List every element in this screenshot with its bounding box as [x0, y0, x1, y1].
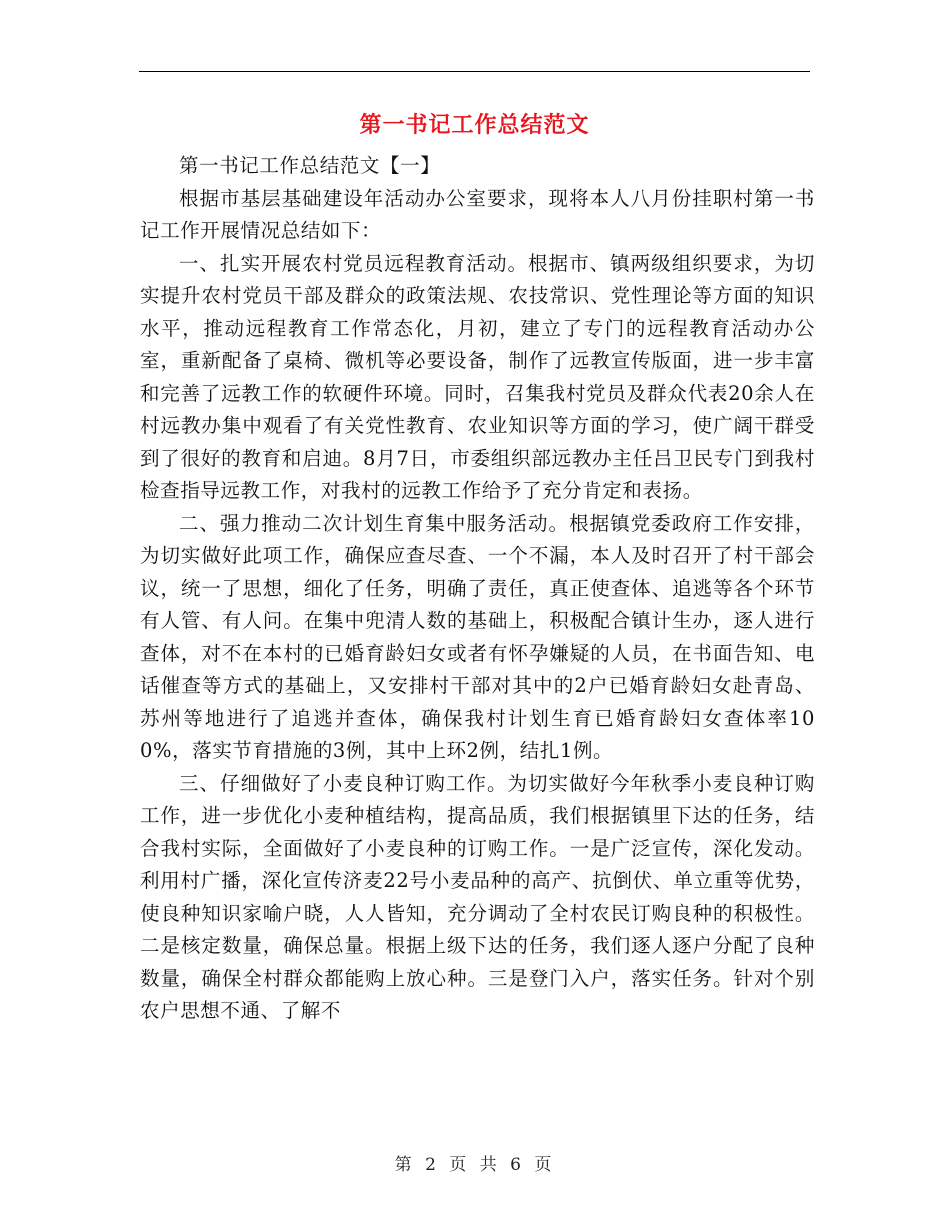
- header-rule: [139, 71, 810, 72]
- paragraph-wheat-seed: 三、仔细做好了小麦良种订购工作。为切实做好今年秋季小麦良种订购工作，进一步优化小麦种植结构，提高品质，我们根据镇里下达的任务，结合我村实际，全面做好了小麦良种的订购工作。一是广泛宣传，深化发动。利用村广播，深化宣传济麦22号小麦品种的高产、抗倒伏、单立重等优势，使良种知识家喻户晓，人人皆知，充分调动了全村农民订购良种的积极性。二是核定数量，确保总量。根据上级下达的任务，我们逐人逐户分配了良种数量，确保全村群众都能购上放心种。三是登门入户，落实任务。针对个别农户思想不通、了解不: [140, 771, 815, 1022]
- document-body: [140, 150, 815, 1028]
- page-number: 第 2 页 共 6 页: [394, 1155, 556, 1175]
- paragraph-family-planning: 二、强力推动二次计划生育集中服务活动。根据镇党委政府工作安排，为切实做好此项工作，确保应查尽查、一个不漏，本人及时召开了村干部会议，统一了思想，细化了任务，明确了责任，真正使查体、追逃等各个环节有人管、有人问。在集中兜清人数的基础上，积极配合镇计生办，逐人进行查体，对不在本村的已婚育龄妇女或者有怀孕嫌疑的人员，在书面告知、电话催查等方式的基础上，又安排村干部对其中的2户已婚育龄妇女赴青岛、苏州等地进行了追逃并查体，确保我村计划生育已婚育龄妇女查体率100%，落实节育措施的3例，其中上环2例，结扎1例。: [140, 511, 815, 762]
- section-heading: 第一书记工作总结范文【一】: [179, 154, 441, 177]
- paragraph-remote-education: 一、扎实开展农村党员远程教育活动。根据市、镇两级组织要求，为切实提升农村党员干部及群众的政策法规、农技常识、党性理论等方面的知识水平，推动远程教育工作常态化，月初，建立了专门的远程教育活动办公室，重新配备了桌椅、微机等必要设备，制作了远教宣传版面，进一步丰富和完善了远教工作的软硬件环境。同时，召集我村党员及群众代表20余人在村远教办集中观看了有关党性教育、农业知识等方面的学习，使广阔干群受到了很好的教育和启迪。8月7日，市委组织部远教办主任吕卫民专门到我村检查指导远教工作，对我村的远教工作给予了充分肯定和表扬。: [140, 251, 815, 502]
- document-title: 第一书记工作总结范文: [359, 112, 590, 138]
- intro-paragraph: 根据市基层基础建设年活动办公室要求，现将本人八月份挂职村第一书记工作开展情况总结如下：: [140, 186, 815, 242]
